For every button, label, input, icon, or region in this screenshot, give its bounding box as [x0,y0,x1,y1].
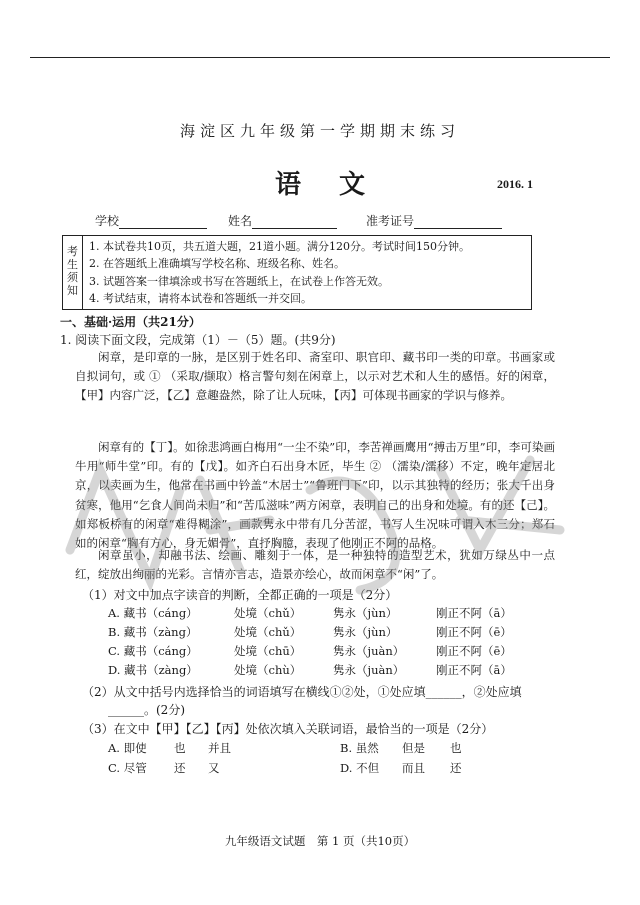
option-cell: 处境（chū） [234,644,302,658]
id-field [366,212,502,229]
id-label: 准考证号 [366,214,415,228]
section-heading: 一、基础·运用（共21分） [60,315,201,329]
option-cell: B. 藏书（zàng） [108,625,198,639]
option-cell: 还 [450,761,462,775]
notice-box [62,235,532,310]
option-cell: A. 即使 [108,741,147,755]
option-cell: 刚正不阿（ā） [436,663,512,677]
name-blank [252,216,337,229]
option-cell: C. 藏书（cáng） [108,644,198,658]
option-cell: 还 [174,761,186,775]
option-cell: 处境（chù） [234,663,302,677]
exam-title: 海淀区九年级第一学期期末练习 [179,122,460,140]
passage-paragraph-3: 闲章虽小，却融书法、绘画、雕刻于一体，是一种独特的造型艺术，犹如万绿丛中一点红，绽放出绚丽的光彩。言情亦言志，造景亦绘心，故而闲章不“闲”了。 [75,548,555,582]
subject-title: 语文 [274,170,403,200]
option-cell: 刚正不阿（ē） [436,625,512,639]
option-cell: 隽永（juàn） [333,644,405,658]
option-cell: D. 不但 [340,761,380,775]
school-label: 学校 [95,214,120,228]
question-1-3-stem: （3）在文中【甲】【乙】【丙】处依次填入关联词语，最恰当的一项是（2分） [82,722,494,736]
option-cell: 并且 [208,741,231,755]
notice-item: 1. 本试卷共10页，共五道大题，21道小题。满分120分。考试时间150分钟。 [89,240,470,253]
option-cell: 刚正不阿（ā） [436,606,512,620]
question-1-intro: 1. 阅读下面文段，完成第（1）－（5）题。(共9分) [60,333,336,347]
passage-paragraph-1: 闲章，是印章的一脉，是区别于姓名印、斋室印、职官印、藏书印一类的印章。书画家或自拟词句，或 ① （采取/撷取）格言警句刻在闲章上，以示对艺术和人生的感悟。好的闲章，【甲】内容广泛，【乙】意趣盎然，除了让人玩味，【丙】可体现书画家的学识与修养。 [75,350,555,403]
notice-item: 2. 在答题纸上准确填写学校名称、班级名称、姓名。 [89,257,345,271]
notice-item: 3. 试题答案一律填涂或书写在答题纸上，在试卷上作答无效。 [89,274,389,288]
option-cell: 而且 [402,761,425,775]
notice-item: 4. 考试结束，请将本试卷和答题纸一并交回。 [89,291,312,305]
school-field [95,212,207,229]
option-cell: 也 [450,741,462,755]
exam-date: 2016. 1 [497,177,533,191]
school-blank [119,216,207,229]
name-label: 姓名 [228,214,253,228]
name-field [228,212,337,229]
option-cell: 隽永（juàn） [333,663,405,677]
notice-list [89,238,529,307]
question-1-2-stem: （2）从文中括号内选择恰当的词语填写在横线①②处，①处应填______，②处应填 [82,685,522,699]
option-cell: B. 虽然 [340,741,379,755]
option-cell: D. 藏书（zàng） [108,663,198,677]
id-blank [414,216,502,229]
question-1-2-stem-cont: ______。(2分) [108,703,185,717]
option-cell: C. 尽管 [108,761,147,775]
option-cell: 也 [174,741,186,755]
option-cell: 处境（chǔ） [234,606,302,620]
option-cell: 又 [208,761,220,775]
passage-paragraph-2: 闲章有的【丁】。如徐悲鸿画白梅用“一尘不染”印，李苦禅画鹰用“搏击万里”印，李可染画牛用“师牛堂”印。有的【戊】。如齐白石出身木匠，毕生 ② （濡染/濡移）不定，晚年定居北京，以卖画为生，他常在书画中钤盖“木居士”“鲁班门下”印，以示其独特的经历；张大千出身贫寒，他用“乞食人间尚未归”和“苦瓜滋味”两方闲章，表明自己的出身和处境。有的还【己】。如郑板桥有的闲章“难得糊涂”，画款隽永中带有几分苦涩，书写人生况味可谓入木三分；郑石如的闲章“胸有方心，身无媚骨”，直抒胸臆，表现了他刚正不阿的品格。 [75,440,555,551]
option-cell: 隽永（jùn） [333,606,398,620]
page-footer: 九年级语文试题 第 1 页（共10页） [224,834,416,848]
option-cell: A. 藏书（cáng） [108,606,198,620]
option-cell: 处境（chǔ） [234,625,302,639]
option-cell: 隽永（jùn） [333,625,398,639]
option-cell: 刚正不阿（ē） [436,644,512,658]
question-1-1-stem: （1）对文中加点字读音的判断，全都正确的一项是（2分） [82,588,398,602]
notice-heading: 考生须知 [63,236,83,309]
top-rule [30,57,610,58]
option-cell: 但是 [402,741,425,755]
